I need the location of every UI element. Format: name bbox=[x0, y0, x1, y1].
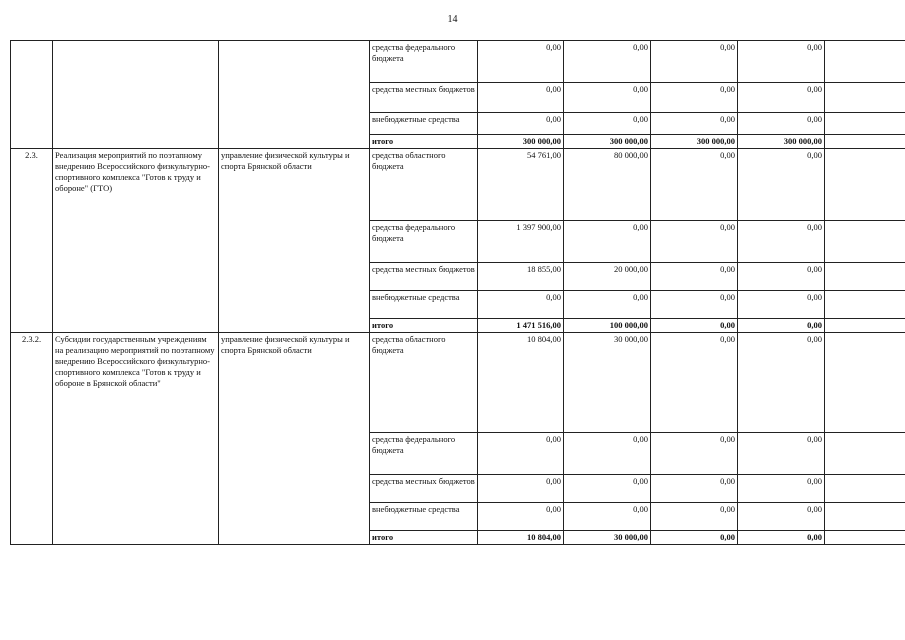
measure-title: Реализация мероприятий по поэтапному внедрению Всероссийского физкультурно-спортивного комплекса "Готов к труду и обороне" (ГТО) bbox=[53, 149, 219, 333]
amount-v3: 0,00 bbox=[651, 531, 738, 545]
amount-v4: 0,00 bbox=[738, 333, 825, 433]
amount-v4: 0,00 bbox=[738, 433, 825, 475]
amount-v2: 0,00 bbox=[564, 83, 651, 113]
table-row bbox=[11, 149, 905, 221]
empty-cell bbox=[825, 319, 905, 333]
amount-v4: 0,00 bbox=[738, 503, 825, 531]
amount-v1: 10 804,00 bbox=[478, 333, 564, 433]
amount-v4: 0,00 bbox=[738, 221, 825, 263]
funding-source: средства местных бюджетов bbox=[370, 263, 478, 291]
amount-v3: 0,00 bbox=[651, 83, 738, 113]
empty-cell bbox=[825, 135, 905, 149]
amount-v1: 1 471 516,00 bbox=[478, 319, 564, 333]
amount-v4: 0,00 bbox=[738, 113, 825, 135]
funding-source: внебюджетные средства bbox=[370, 113, 478, 135]
amount-v2: 0,00 bbox=[564, 221, 651, 263]
empty-cell bbox=[825, 263, 905, 291]
amount-v2: 20 000,00 bbox=[564, 263, 651, 291]
amount-v2: 100 000,00 bbox=[564, 319, 651, 333]
amount-v2: 300 000,00 bbox=[564, 135, 651, 149]
funding-source: средства областного бюджета bbox=[370, 149, 478, 221]
amount-v2: 0,00 bbox=[564, 41, 651, 83]
funding-source: средства федерального бюджета bbox=[370, 433, 478, 475]
executor: управление физической культуры и спорта Брянской области bbox=[219, 149, 370, 333]
amount-v1: 1 397 900,00 bbox=[478, 221, 564, 263]
funding-source: средства местных бюджетов bbox=[370, 83, 478, 113]
funding-source: внебюджетные средства bbox=[370, 291, 478, 319]
funding-table bbox=[10, 40, 905, 545]
amount-v1: 18 855,00 bbox=[478, 263, 564, 291]
amount-v3: 0,00 bbox=[651, 433, 738, 475]
amount-v3: 0,00 bbox=[651, 149, 738, 221]
funding-source: внебюджетные средства bbox=[370, 503, 478, 531]
amount-v4: 300 000,00 bbox=[738, 135, 825, 149]
amount-v3: 0,00 bbox=[651, 503, 738, 531]
amount-v4: 0,00 bbox=[738, 531, 825, 545]
empty-cell bbox=[825, 83, 905, 113]
empty-cell bbox=[825, 41, 905, 83]
amount-v2: 0,00 bbox=[564, 113, 651, 135]
empty-cell bbox=[825, 531, 905, 545]
amount-v1: 0,00 bbox=[478, 113, 564, 135]
amount-v3: 0,00 bbox=[651, 475, 738, 503]
amount-v2: 0,00 bbox=[564, 291, 651, 319]
amount-v2: 30 000,00 bbox=[564, 333, 651, 433]
empty-cell bbox=[825, 333, 905, 433]
amount-v2: 0,00 bbox=[564, 503, 651, 531]
empty-cell bbox=[825, 475, 905, 503]
amount-v1: 10 804,00 bbox=[478, 531, 564, 545]
table-row bbox=[11, 333, 905, 433]
measure-title: Субсидии государственным учреждениям на реализацию мероприятий по поэтапному внедрению Всероссийского физкультурно-спортивного комплекса "Готов к труду и обороне в Брянской области" bbox=[53, 333, 219, 545]
amount-v3: 0,00 bbox=[651, 319, 738, 333]
amount-v4: 0,00 bbox=[738, 263, 825, 291]
funding-source: итого bbox=[370, 531, 478, 545]
empty-cell bbox=[825, 221, 905, 263]
funding-source: средства областного бюджета bbox=[370, 333, 478, 433]
amount-v1: 300 000,00 bbox=[478, 135, 564, 149]
empty-cell bbox=[825, 503, 905, 531]
amount-v2: 0,00 bbox=[564, 433, 651, 475]
amount-v2: 80 000,00 bbox=[564, 149, 651, 221]
amount-v4: 0,00 bbox=[738, 83, 825, 113]
amount-v2: 30 000,00 bbox=[564, 531, 651, 545]
amount-v1: 54 761,00 bbox=[478, 149, 564, 221]
amount-v4: 0,00 bbox=[738, 41, 825, 83]
amount-v1: 0,00 bbox=[478, 41, 564, 83]
amount-v3: 0,00 bbox=[651, 263, 738, 291]
amount-v3: 0,00 bbox=[651, 113, 738, 135]
amount-v1: 0,00 bbox=[478, 291, 564, 319]
table-row bbox=[11, 41, 905, 83]
amount-v1: 0,00 bbox=[478, 433, 564, 475]
amount-v4: 0,00 bbox=[738, 149, 825, 221]
funding-source: средства местных бюджетов bbox=[370, 475, 478, 503]
empty-cell bbox=[825, 149, 905, 221]
empty-cell bbox=[825, 113, 905, 135]
amount-v4: 0,00 bbox=[738, 291, 825, 319]
empty-cell bbox=[825, 433, 905, 475]
amount-v3: 0,00 bbox=[651, 41, 738, 83]
executor bbox=[219, 41, 370, 149]
amount-v3: 0,00 bbox=[651, 333, 738, 433]
amount-v4: 0,00 bbox=[738, 319, 825, 333]
item-number: 2.3.2. bbox=[11, 333, 53, 545]
executor: управление физической культуры и спорта Брянской области bbox=[219, 333, 370, 545]
funding-source: средства федерального бюджета bbox=[370, 41, 478, 83]
item-number: 2.3. bbox=[11, 149, 53, 333]
amount-v3: 300 000,00 bbox=[651, 135, 738, 149]
amount-v1: 0,00 bbox=[478, 83, 564, 113]
measure-title bbox=[53, 41, 219, 149]
amount-v4: 0,00 bbox=[738, 475, 825, 503]
item-number bbox=[11, 41, 53, 149]
empty-cell bbox=[825, 291, 905, 319]
amount-v3: 0,00 bbox=[651, 291, 738, 319]
funding-source: итого bbox=[370, 319, 478, 333]
funding-source: средства федерального бюджета bbox=[370, 221, 478, 263]
amount-v3: 0,00 bbox=[651, 221, 738, 263]
amount-v1: 0,00 bbox=[478, 503, 564, 531]
amount-v1: 0,00 bbox=[478, 475, 564, 503]
page-number: 14 bbox=[447, 14, 458, 25]
funding-source: итого bbox=[370, 135, 478, 149]
amount-v2: 0,00 bbox=[564, 475, 651, 503]
table-body bbox=[11, 41, 905, 545]
